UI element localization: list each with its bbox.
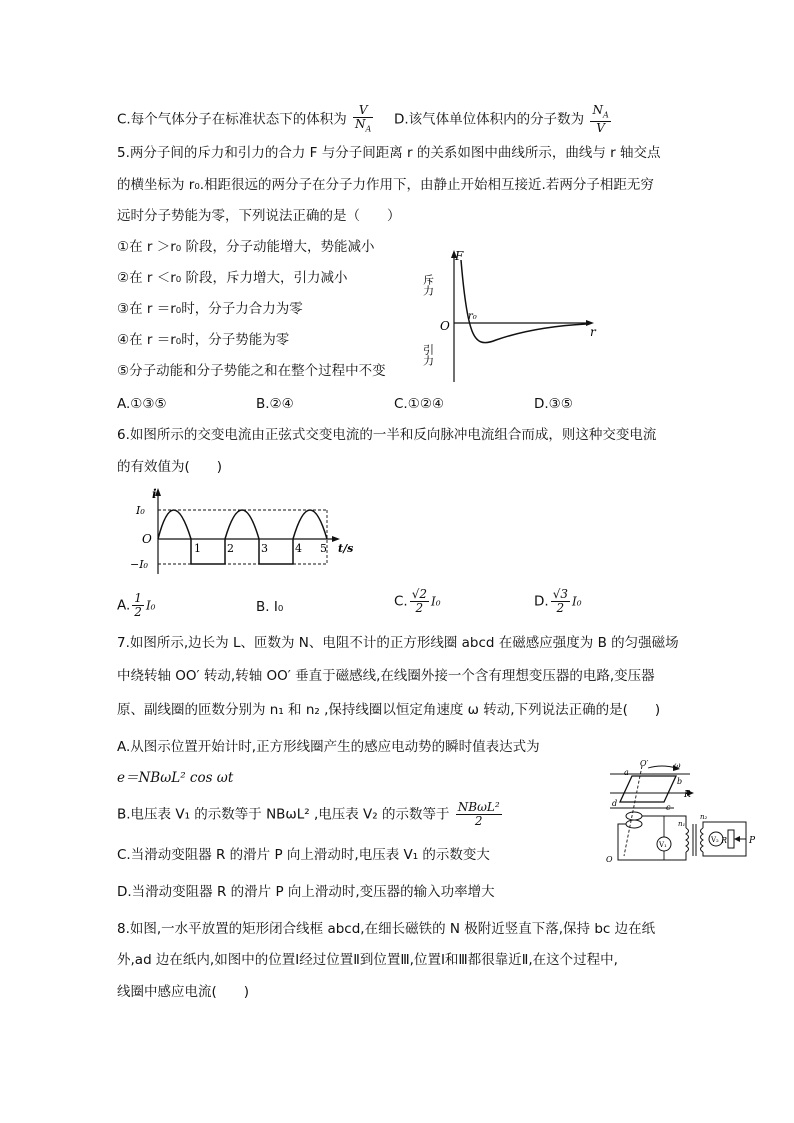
q4-option-d-denominator: V bbox=[596, 121, 605, 136]
q6-option-a-suffix: I₀ bbox=[145, 598, 156, 613]
q6-option-d-prefix: D. bbox=[534, 593, 549, 610]
q4-option-c-den-sub: A bbox=[365, 124, 372, 134]
q6-half-sine-3 bbox=[293, 510, 327, 539]
q5-option-c: C.①②④ bbox=[394, 396, 445, 412]
q5-option-b: B.②④ bbox=[256, 396, 294, 412]
q5-label-f: F bbox=[455, 249, 464, 263]
q4-option-c bbox=[117, 104, 375, 135]
q5-statement-4: ④在 r ＝r₀时，分子势能为零 bbox=[117, 332, 290, 348]
q6-label-neg-i0: −I₀ bbox=[130, 558, 148, 571]
q6-half-sine-2 bbox=[225, 510, 259, 539]
q6-option-c-numerator: √2 bbox=[411, 587, 427, 601]
q6-stem-line-1: 6.如图所示的交变电流由正弦式交变电流的一半和反向脉冲电流组合而成，则这种交变电流 bbox=[117, 427, 657, 443]
q7-slip-ring-1 bbox=[626, 812, 642, 820]
q6-tick-2: 2 bbox=[227, 542, 234, 555]
q7-omega-arc bbox=[648, 766, 676, 768]
q5-force-curve bbox=[461, 260, 586, 343]
q7-option-b bbox=[117, 801, 504, 828]
q6-stem-line-2: 的有效值为( ) bbox=[117, 459, 223, 475]
q5-stem-line-2: 的横坐标为 r₀.相距很远的两分子在分子力作用下，由静止开始相互接近.若两分子相距无穷 bbox=[117, 177, 654, 193]
q7-option-d: D.当滑动变阻器 R 的滑片 P 向上滑动时,变压器的输入功率增大 bbox=[117, 884, 495, 900]
q7-secondary-coil bbox=[701, 828, 704, 852]
q7-label-r: R bbox=[721, 836, 728, 845]
q5-statement-3: ③在 r ＝r₀时，分子力合力为零 bbox=[117, 301, 303, 317]
q7-label-b: b bbox=[677, 777, 683, 786]
q6-label-i: i bbox=[152, 487, 157, 501]
q6-option-d-suffix: I₀ bbox=[571, 594, 582, 609]
q7-option-b-numerator: NBωL² bbox=[457, 800, 500, 814]
q6-tick-1: 1 bbox=[194, 542, 201, 555]
q6-option-d-denominator: 2 bbox=[556, 601, 565, 615]
q7-label-v1: V₁ bbox=[659, 841, 667, 849]
q6-option-a bbox=[117, 592, 156, 619]
q7-square-coil bbox=[620, 776, 676, 802]
q7-option-b-fraction bbox=[456, 801, 502, 828]
q6-option-b: B. I₀ bbox=[256, 599, 284, 615]
q6-option-c-fraction bbox=[410, 588, 429, 615]
q4-option-d bbox=[394, 104, 613, 135]
q7-option-a-formula: e＝NBωL² cos ωt bbox=[117, 770, 234, 786]
q6-option-a-prefix: A. bbox=[117, 597, 131, 614]
q5-stem-line-1: 5.两分子间的斥力和引力的合力 F 与分子间距离 r 的关系如图中曲线所示，曲线与 r 轴交点 bbox=[117, 145, 661, 161]
q7-label-a: a bbox=[624, 768, 629, 777]
q5-option-a: A.①③⑤ bbox=[117, 396, 167, 412]
q4-option-c-text: C.每个气体分子在标准状态下的体积为 bbox=[117, 111, 347, 128]
q6-option-c-suffix: I₀ bbox=[431, 594, 441, 609]
q7-label-o-prime: O′ bbox=[640, 759, 649, 768]
q5-stem-line-3: 远时分子势能为零，下列说法正确的是（ ） bbox=[117, 208, 401, 224]
q5-statement-1: ①在 r ＞r₀ 阶段，分子动能增大，势能减小 bbox=[117, 239, 375, 255]
q7-option-b-denominator: 2 bbox=[474, 814, 483, 828]
q6-option-a-fraction bbox=[132, 592, 144, 619]
q7-primary-coil bbox=[686, 828, 689, 852]
q6-current-waveform-figure bbox=[130, 486, 370, 578]
q7-label-p: P bbox=[749, 836, 756, 846]
q6-option-d-fraction bbox=[551, 588, 570, 615]
q4-option-d-num-main: N bbox=[592, 103, 603, 117]
q6-option-d bbox=[534, 588, 582, 615]
q7-coil-transformer-figure bbox=[604, 760, 760, 866]
q7-label-c: c bbox=[666, 803, 671, 812]
q4-option-d-num-sub: A bbox=[602, 110, 609, 120]
q7-option-b-text: B.电压表 V₁ 的示数等于 NBωL² ,电压表 V₂ 的示数等于 bbox=[117, 806, 450, 823]
q6-option-d-numerator: √3 bbox=[552, 587, 568, 601]
q5-label-origin: O bbox=[440, 319, 450, 333]
q8-stem-line-2: 外,ad 边在纸内,如图中的位置Ⅰ经过位置Ⅱ到位置Ⅲ,位置Ⅰ和Ⅲ都很靠近Ⅱ,在这个过程中, bbox=[117, 952, 618, 968]
q8-stem-line-3: 线圈中感应电流( ) bbox=[117, 984, 250, 1000]
q7-stem-line-1: 7.如图所示,边长为 L、匝数为 N、电阻不计的正方形线圈 abcd 在磁感应强度为 B 的匀强磁场 bbox=[117, 635, 679, 651]
q5-statement-2: ②在 r ＜r₀ 阶段，斥力增大，引力减小 bbox=[117, 270, 348, 286]
q7-label-d: d bbox=[612, 799, 618, 808]
q6-option-a-numerator: 1 bbox=[134, 591, 142, 605]
q5-label-r0: r₀ bbox=[468, 311, 477, 322]
q7-primary-wire-bottom bbox=[618, 824, 686, 860]
q5-statement-5: ⑤分子动能和分子势能之和在整个过程中不变 bbox=[117, 363, 386, 379]
q7-option-c: C.当滑动变阻器 R 的滑片 P 向上滑动时,电压表 V₁ 的示数变大 bbox=[117, 847, 490, 863]
q5-label-r: r bbox=[590, 325, 596, 339]
q5-label-attraction: 引力 bbox=[421, 344, 435, 366]
q4-option-c-numerator: V bbox=[353, 104, 373, 118]
q6-tick-4: 4 bbox=[295, 542, 302, 555]
q8-stem-line-1: 8.如图,一水平放置的矩形闭合线框 abcd,在细长磁铁的 N 极附近竖直下落,保持 bc 边在纸 bbox=[117, 921, 656, 937]
q5-label-repulsion: 斥力 bbox=[421, 274, 435, 296]
q4-option-c-den-main: N bbox=[355, 117, 366, 131]
q7-slip-ring-2 bbox=[626, 820, 642, 828]
q7-option-a-line-1: A.从图示位置开始计时,正方形线圈产生的感应电动势的瞬时值表达式为 bbox=[117, 739, 540, 755]
q4-option-c-denominator bbox=[353, 118, 373, 135]
q6-option-c-prefix: C. bbox=[394, 593, 408, 610]
q7-label-n2: n₂ bbox=[700, 813, 708, 821]
q7-label-omega: ω bbox=[674, 761, 681, 770]
q7-stem-line-2: 中绕转轴 OO′ 转动,转轴 OO′ 垂直于磁感线,在线圈外接一个含有理想变压器的电路,变压器 bbox=[117, 668, 655, 684]
q7-rotation-axis bbox=[624, 766, 642, 856]
q6-tick-3: 3 bbox=[261, 542, 268, 555]
q4-option-d-numerator bbox=[590, 104, 610, 122]
q5-force-distance-figure bbox=[421, 246, 604, 386]
q6-tick-5: 5 bbox=[320, 542, 327, 555]
q7-label-v2: V₂ bbox=[711, 836, 719, 844]
q7-label-o: O bbox=[606, 855, 613, 864]
q4-option-d-fraction bbox=[590, 104, 610, 135]
q6-option-a-denominator: 2 bbox=[134, 605, 142, 619]
q6-label-i0: I₀ bbox=[136, 504, 145, 517]
q7-slider-arrow bbox=[734, 836, 740, 842]
q7-stem-line-3: 原、副线圈的匝数分别为 n₁ 和 n₂ ,保持线圈以恒定角速度 ω 转动,下列说法正确的是( ) bbox=[117, 702, 661, 718]
q4-option-d-text: D.该气体单位体积内的分子数为 bbox=[394, 111, 585, 128]
q6-half-sine-1 bbox=[158, 510, 191, 539]
q7-label-n1: n₁ bbox=[678, 820, 686, 828]
q6-option-c-denominator: 2 bbox=[415, 601, 424, 615]
q6-label-t: t/s bbox=[338, 542, 354, 555]
q7-label-r-arrow: R bbox=[684, 790, 691, 800]
q5-option-d: D.③⑤ bbox=[534, 396, 573, 412]
q6-option-c bbox=[394, 588, 441, 615]
q4-option-c-fraction bbox=[353, 104, 373, 135]
q6-label-origin: O bbox=[142, 532, 152, 546]
q7-rheostat-r bbox=[728, 830, 734, 848]
